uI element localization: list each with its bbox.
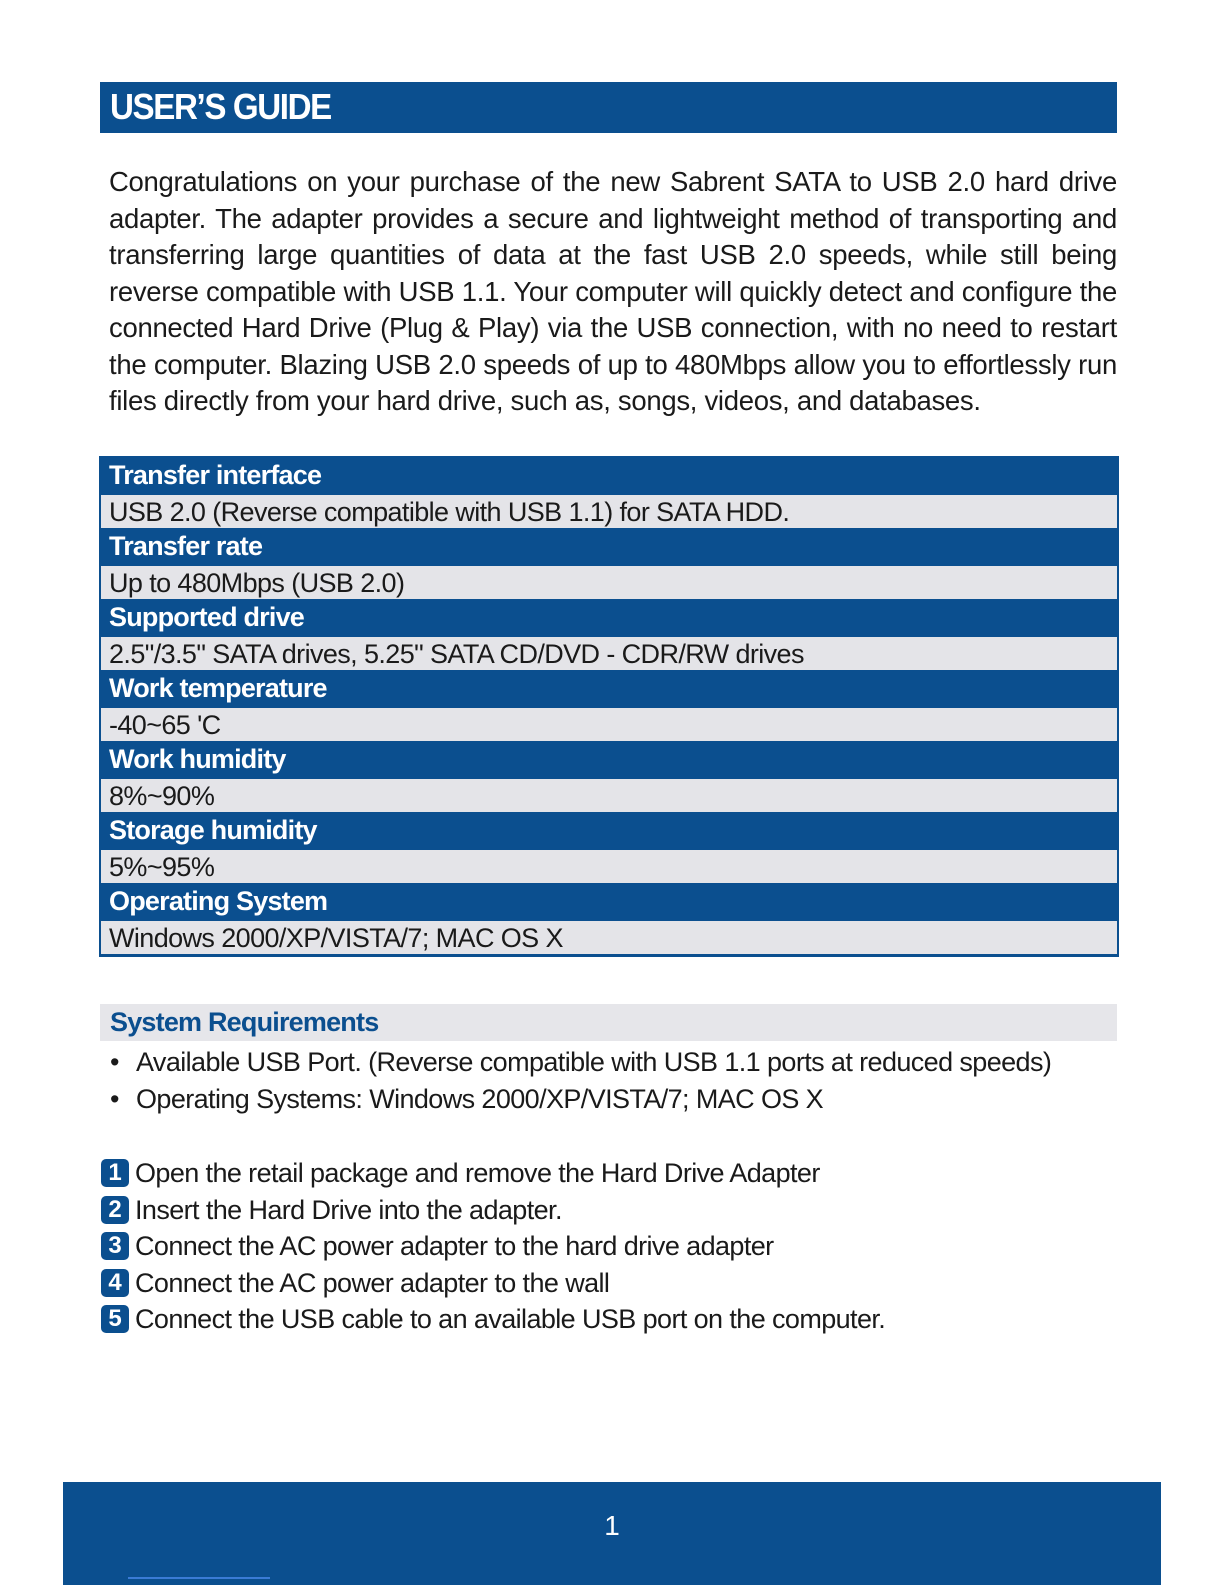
spec-label-storage-humidity: Storage humidity (101, 813, 1117, 849)
step-number-badge: 2 (101, 1196, 129, 1224)
requirements-title: System Requirements (110, 1007, 379, 1037)
spec-table (99, 456, 1119, 957)
step-text: Connect the USB cable to an available USB port on the computer. (135, 1304, 886, 1334)
spec-value-transfer-interface: USB 2.0 (Reverse compatible with USB 1.1) for SATA HDD. (101, 494, 1117, 530)
step-item (101, 1265, 1101, 1302)
list-item (110, 1081, 1110, 1118)
step-text: Connect the AC power adapter to the wall (135, 1267, 610, 1298)
page-title: USER’S GUIDE (110, 86, 331, 127)
steps-list (101, 1155, 1101, 1338)
spec-value-transfer-rate: Up to 480Mbps (USB 2.0) (101, 565, 1117, 601)
intro-paragraph: Congratulations on your purchase of the new Sabrent SATA to USB 2.0 hard drive adapter. The adapter provides a secure and lightweight method of transporting and transferring large quantities of data at the fast USB 2.0 speeds, while still being reverse compatible with USB 1.1. Your computer will quickly detect and configure the connected Hard Drive (Plug & Play) via the USB connection, with no need to restart the computer. Blazing USB 2.0 speeds of up to 480Mbps allow you to effortlessly run files directly from your hard drive, such as, songs, videos, and databases. (109, 166, 1117, 416)
step-number-badge: 5 (101, 1305, 129, 1333)
spec-label-operating-system: Operating System (101, 884, 1117, 920)
spec-label-work-humidity: Work humidity (101, 742, 1117, 778)
step-number-badge: 4 (101, 1269, 129, 1297)
spec-label-transfer-rate: Transfer rate (101, 529, 1117, 565)
step-text: Insert the Hard Drive into the adapter. (135, 1194, 562, 1225)
spec-label-transfer-interface: Transfer interface (101, 458, 1117, 494)
page-number: 1 (604, 1510, 620, 1541)
step-text: Open the retail package and remove the Hard Drive Adapter (135, 1158, 820, 1188)
footer-bar (63, 1482, 1161, 1585)
step-item (101, 1192, 1101, 1229)
step-number-badge: 3 (101, 1232, 129, 1260)
spec-label-work-temperature: Work temperature (101, 671, 1117, 707)
step-item (101, 1301, 1101, 1338)
step-item (101, 1155, 1101, 1192)
footer-link-underline (128, 1577, 270, 1579)
spec-value-work-humidity: 8%~90% (101, 778, 1117, 814)
bullet-icon: • (110, 1083, 119, 1114)
title-bar (100, 82, 1117, 133)
spec-value-operating-system: Windows 2000/XP/VISTA/7; MAC OS X (101, 920, 1117, 956)
requirements-list (110, 1044, 1110, 1117)
requirement-text: Operating Systems: Windows 2000/XP/VISTA/7; MAC OS X (136, 1083, 824, 1114)
requirements-header (100, 1004, 1117, 1041)
step-item (101, 1228, 1101, 1265)
list-item (110, 1044, 1110, 1081)
bullet-icon: • (110, 1047, 119, 1077)
spec-value-work-temperature: -40~65 'C (101, 707, 1117, 743)
step-text: Connect the AC power adapter to the hard drive adapter (135, 1231, 774, 1261)
spec-value-supported-drive: 2.5"/3.5" SATA drives, 5.25" SATA CD/DVD - CDR/RW drives (101, 636, 1117, 672)
spec-value-storage-humidity: 5%~95% (101, 849, 1117, 885)
step-number-badge: 1 (101, 1159, 129, 1187)
requirement-text: Available USB Port. (Reverse compatible with USB 1.1 ports at reduced speeds) (136, 1047, 1052, 1077)
spec-label-supported-drive: Supported drive (101, 600, 1117, 636)
